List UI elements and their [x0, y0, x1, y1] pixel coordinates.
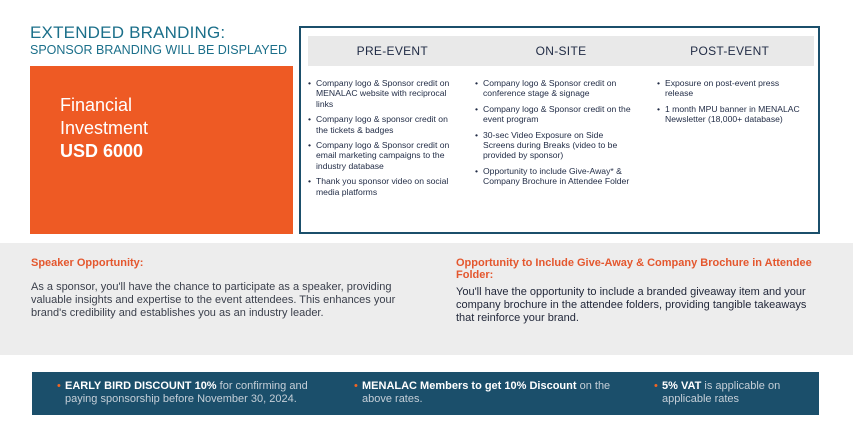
financial-investment-box — [30, 66, 293, 234]
speaker-opportunity-title: Speaker Opportunity: — [31, 257, 144, 269]
branding-title: EXTENDED BRANDING: — [30, 23, 226, 42]
early-bird-detail: for confirming and paying sponsorship before November 30, 2024. — [65, 380, 308, 405]
list-item: • Exposure on post-event press release — [656, 78, 806, 99]
members-highlight: MENALAC Members to get 10% Discount — [362, 380, 577, 392]
branding-header — [30, 24, 298, 58]
phase-header-row — [308, 36, 814, 66]
members-discount — [354, 380, 634, 406]
pre-event-list — [307, 78, 457, 202]
investment-amount: USD 6000 — [60, 141, 144, 161]
members-detail: on the above rates. — [362, 380, 611, 405]
discount-bar — [32, 372, 819, 415]
vat-highlight: 5% VAT — [662, 380, 702, 392]
list-item: • Company logo & Sponsor credit on email marketing campaigns to the industry database — [307, 140, 457, 171]
investment-line-1: Financial — [60, 95, 133, 115]
giveaway-opportunity-body: You'll have the opportunity to include a branded giveaway item and your company brochure in the attendee folders, providing tangible takeaways that reinforce your brand. — [456, 286, 807, 324]
list-item: • Opportunity to include Give-Away* & Company Brochure in Attendee Folder — [474, 166, 634, 187]
list-item: • Company logo & sponsor credit on the tickets & badges — [307, 114, 457, 135]
early-bird-highlight: EARLY BIRD DISCOUNT 10% — [65, 380, 217, 392]
list-item: • Company logo & Sponsor credit on MENALAC website with reciprocal links — [307, 78, 457, 109]
phase-title-post-event: POST-EVENT — [690, 44, 770, 58]
list-item: • Thank you sponsor video on social media platforms — [307, 176, 457, 197]
vat-note — [654, 380, 804, 406]
phase-title-on-site: ON-SITE — [535, 44, 587, 58]
giveaway-opportunity-title: Opportunity to Include Give-Away & Company Brochure in Attendee Folder: — [456, 257, 812, 281]
branding-phases-table — [299, 26, 820, 234]
branding-subtitle: SPONSOR BRANDING WILL BE DISPLAYED — [30, 43, 288, 57]
giveaway-opportunity — [456, 257, 816, 325]
investment-line-2: Investment — [60, 118, 149, 138]
phase-title-pre-event: PRE-EVENT — [356, 44, 429, 58]
list-item: • 30-sec Video Exposure on Side Screens during Breaks (video to be provided by sponsor) — [474, 130, 634, 161]
list-item: • Company logo & Sponsor credit on conference stage & signage — [474, 78, 634, 99]
early-bird-discount — [57, 380, 332, 406]
list-item: • 1 month MPU banner in MENALAC Newsletter (18,000+ database) — [656, 104, 806, 125]
speaker-opportunity — [31, 257, 426, 320]
vat-detail: is applicable on applicable rates — [662, 380, 781, 405]
on-site-list — [474, 78, 634, 192]
post-event-list — [656, 78, 806, 130]
opportunities-band — [0, 243, 853, 355]
speaker-opportunity-body: As a sponsor, you'll have the chance to participate as a speaker, providing valuable insights and expertise to the event attendees. This enhances your brand's credibility and establishes you as an industry leader. — [31, 281, 396, 319]
list-item: • Company logo & Sponsor credit on the event program — [474, 104, 634, 125]
